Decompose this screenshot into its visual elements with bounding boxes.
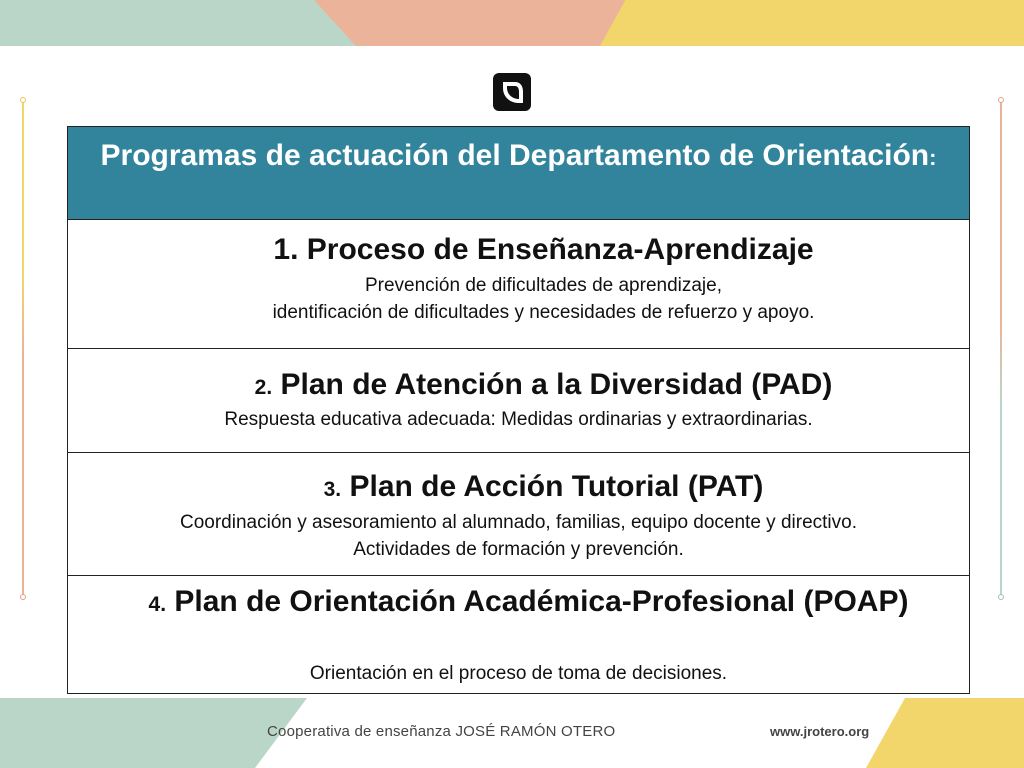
decorative-dot [998,97,1004,103]
program-title: 2. Plan de Atención a la Diversidad (PAD) [254,368,833,401]
footer-organization: Cooperativa de enseñanza JOSÉ RAMÓN OTERO [267,723,616,740]
top-decorative-band [0,0,1024,46]
left-decorative-line [22,100,24,598]
program-description: Coordinación y asesoramiento al alumnado, familias, equipo docente y directivo. Actividades de formación y prevención. [180,512,857,560]
program-row [68,576,969,693]
footer-website-link[interactable]: www.jrotero.org [770,724,870,739]
programs-table [67,126,970,694]
band-yellow-segment [600,0,1024,46]
table-header [68,127,969,220]
program-row [68,220,969,349]
program-title: 1. Proceso de Enseñanza-Aprendizaje [273,233,814,266]
band-salmon-segment [314,0,636,46]
cooperative-logo-icon [493,73,531,111]
program-description: Prevención de dificultades de aprendizaje, identificación de dificultades y necesidades de refuerzo y apoyo. [272,275,815,323]
right-decorative-line [1000,100,1002,598]
decorative-dot [998,594,1004,600]
program-description: Orientación en el proceso de toma de decisiones. [309,663,728,684]
program-description: Respuesta educativa adecuada: Medidas ordinarias y extraordinarias. [224,409,813,430]
program-title: 4. Plan de Orientación Académica-Profesional (POAP) [148,585,909,618]
decorative-dot [20,97,26,103]
program-row [68,349,969,453]
program-row [68,453,969,576]
program-title: 3. Plan de Acción Tutorial (PAT) [323,470,764,503]
table-title: Programas de actuación del Departamento de Orientación: [100,139,937,172]
decorative-dot [20,594,26,600]
